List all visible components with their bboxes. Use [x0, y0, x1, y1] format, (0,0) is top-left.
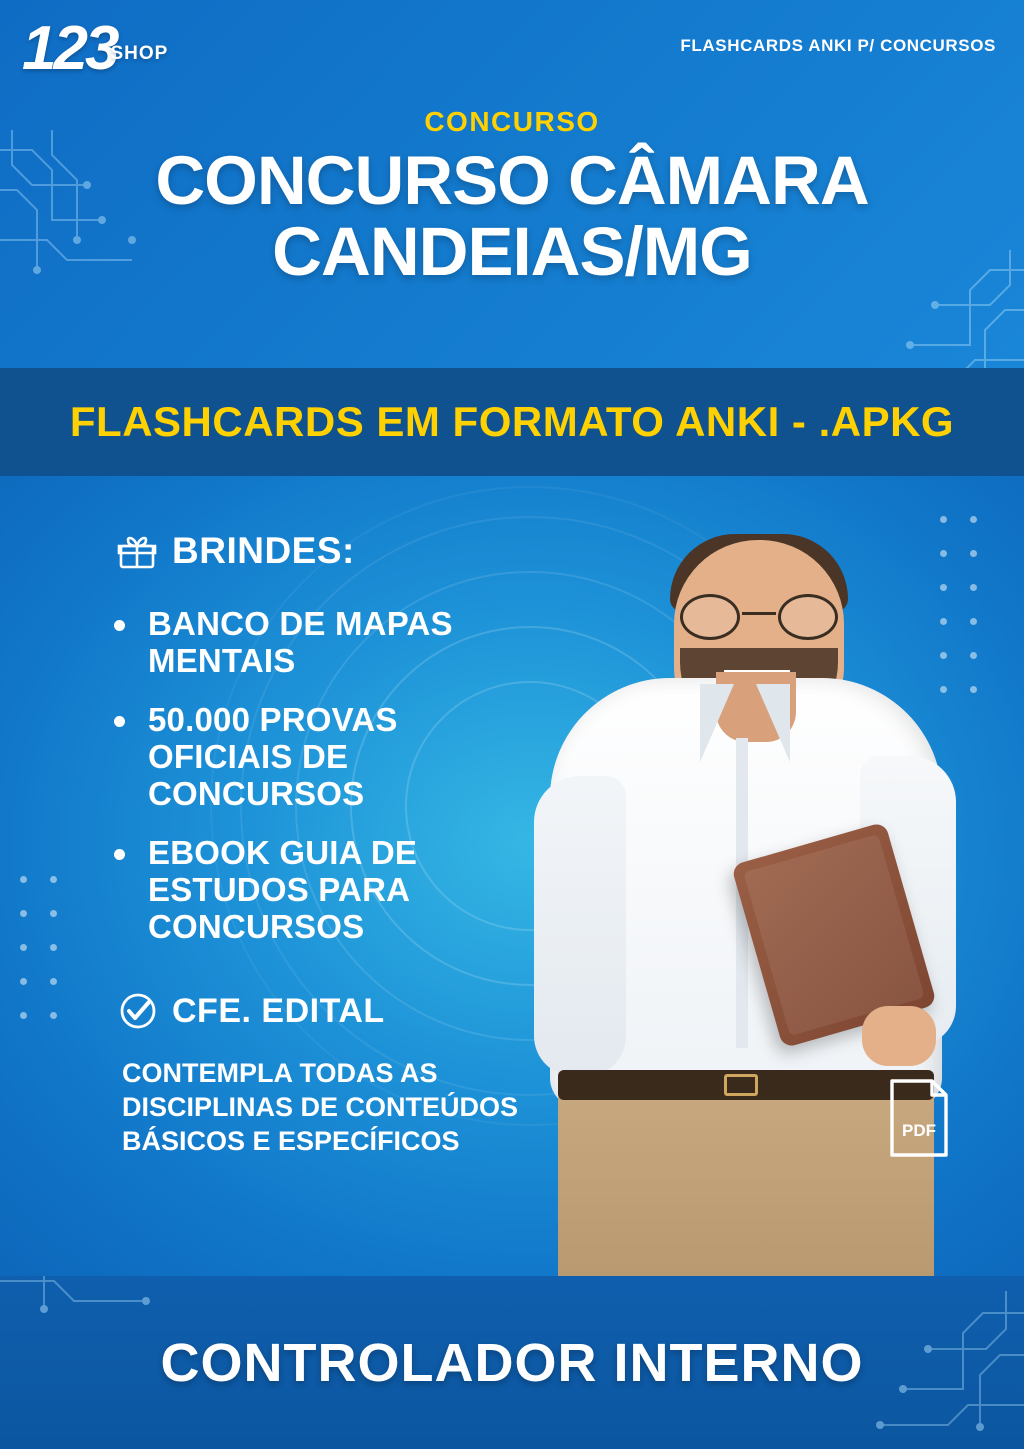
- role-title: CONTROLADOR INTERNO: [160, 1332, 864, 1393]
- bonus-list: [108, 606, 538, 968]
- page-title: CONCURSO CÂMARA CANDEIAS/MG: [155, 142, 869, 291]
- brand-logo: [22, 14, 174, 83]
- edital-title: CFE. EDITAL: [172, 991, 385, 1030]
- bonus-title: BRINDES:: [172, 530, 355, 571]
- format-banner-text: FLASHCARDS EM FORMATO ANKI - .APKG: [69, 398, 955, 445]
- bonus-heading: [116, 530, 355, 572]
- pdf-file-icon: [886, 1078, 952, 1158]
- list-item: 50.000 PROVAS OFICIAIS DE CONCURSOS: [108, 702, 538, 813]
- brand-logo-text: 123: [22, 14, 117, 83]
- edital-description: CONTEMPLA TODAS AS DISCIPLINAS DE CONTEÚDOS BÁSICOS E ESPECÍFICOS: [122, 1058, 519, 1157]
- gift-icon: [116, 530, 158, 572]
- brand-logo-sub: SHOP: [110, 43, 169, 64]
- poster-header: [0, 0, 1024, 368]
- dot-grid-left: [20, 876, 80, 1096]
- header-tagline: FLASHCARDS ANKI P/ CONCURSOS: [680, 36, 996, 55]
- glasses-icon: [678, 594, 840, 640]
- format-banner: [0, 368, 1024, 476]
- check-circle-icon: [118, 991, 158, 1031]
- poster-footer: [0, 1276, 1024, 1449]
- poster-body: [0, 476, 1024, 1276]
- edital-heading: [118, 991, 385, 1031]
- list-item: EBOOK GUIA DE ESTUDOS PARA CONCURSOS: [108, 835, 538, 946]
- circuit-decoration-bottom-left: [0, 1276, 156, 1329]
- header-kicker: CONCURSO: [424, 106, 600, 137]
- circuit-decoration-bottom-right: [868, 1291, 1024, 1441]
- pdf-label: PDF: [902, 1121, 936, 1140]
- list-item: BANCO DE MAPAS MENTAIS: [108, 606, 538, 680]
- person-photo: [528, 506, 958, 1276]
